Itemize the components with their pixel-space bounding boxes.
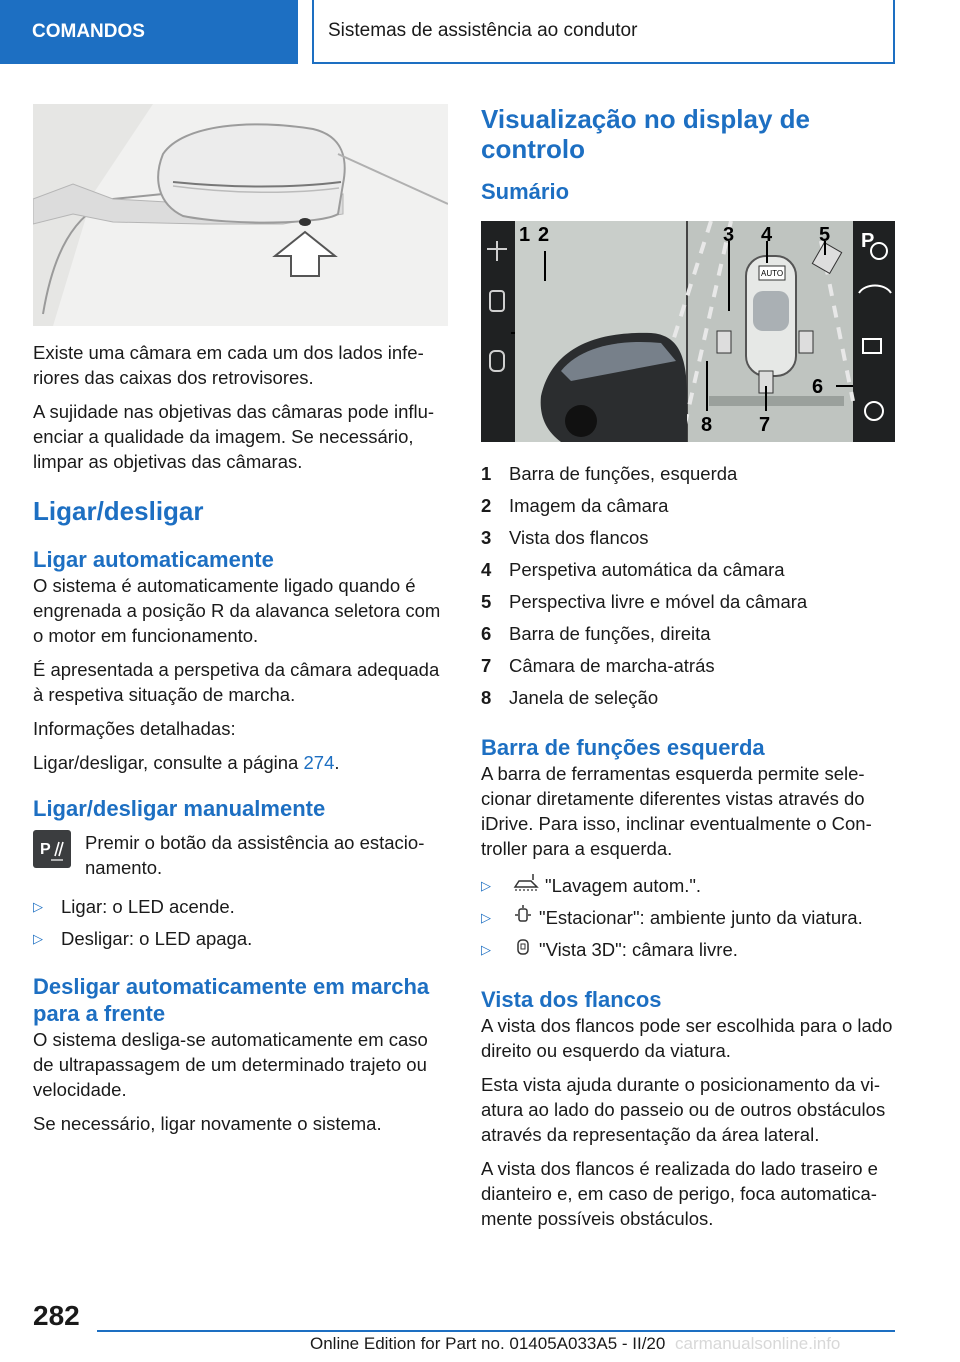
chapter-title: Sistemas de assistência ao condutor xyxy=(312,0,895,64)
list-item: ▷ Desligar: o LED apaga. xyxy=(33,928,253,949)
subheading-left-bar: Barra de funções esquerda xyxy=(481,735,765,760)
figure-label-1: 1 xyxy=(519,224,531,246)
lens-dirt-text: A sujidade nas objetivas das câmaras pode influenciar a qualidade da imagem. Se necessário, limpar as objetivas das câmaras. xyxy=(33,401,435,472)
list-item: 2 Imagem da câmara xyxy=(481,495,669,516)
list-item: 3 Vista dos flancos xyxy=(481,527,649,548)
triangle-bullet-icon: ▷ xyxy=(33,931,43,946)
parking-p-label: P xyxy=(861,230,875,252)
footer-divider xyxy=(97,1330,895,1332)
perspective-text: É apresentada a perspetiva da câmara adequada à respetiva situação de marcha. xyxy=(33,659,440,705)
watermark: carmanualsonline.info xyxy=(675,1334,841,1353)
triangle-bullet-icon: ▷ xyxy=(481,942,491,957)
list-item: ▷ "Lavagem autom.". xyxy=(481,875,702,896)
list-item: 6 Barra de funções, direita xyxy=(481,623,711,644)
section-heading-onoff: Ligar/desligar xyxy=(33,496,204,526)
figure-label-8: 8 xyxy=(701,414,713,436)
legend-list xyxy=(481,458,895,714)
subheading-manual: Ligar/desligar manualmente xyxy=(33,796,326,821)
list-item: ▷ Ligar: o LED acende. xyxy=(33,896,235,917)
section-heading-display: Visualização no display de controlo xyxy=(481,104,810,164)
flank-text-2: Esta vista ajuda durante o posicionamento da viatura ao lado do passeio ou de outros obstáculos através da representação da área lateral. xyxy=(481,1074,886,1145)
list-item: 1 Barra de funções, esquerda xyxy=(481,463,738,484)
svg-text:P: P xyxy=(40,841,51,858)
subheading-flank: Vista dos flancos xyxy=(481,987,662,1012)
flank-text-3: A vista dos flancos é realizada do lado traseiro e dianteiro e, em caso de perigo, foca automaticamente possíveis obstáculos. xyxy=(481,1158,878,1229)
left-column xyxy=(33,104,448,1136)
camera-location-text: Existe uma câmara em cada um dos lados inferiores das caixas dos retrovisores. xyxy=(33,342,424,388)
control-display-figure xyxy=(481,221,895,442)
list-item: 5 Perspectiva livre e móvel da câmara xyxy=(481,591,808,612)
page-number: 282 xyxy=(33,1300,80,1331)
list-item: 4 Perspetiva automática da câmara xyxy=(481,559,785,580)
edition-text: Online Edition for Part no. 01405A033A5 - II/20 xyxy=(310,1334,666,1353)
section-tab: COMANDOS xyxy=(0,0,298,64)
auto-label: AUTO xyxy=(761,269,784,278)
left-bar-text: A barra de ferramentas esquerda permite selecionar diretamente diferentes vistas através do iDrive. Para isso, inclinar eventualmente o Controller para a esquerda. xyxy=(481,763,872,859)
parking-assist-button-icon xyxy=(33,830,71,868)
page-link[interactable]: 274 xyxy=(303,752,335,773)
car-wash-icon xyxy=(513,873,539,893)
triangle-bullet-icon: ▷ xyxy=(481,878,491,893)
triangle-bullet-icon: ▷ xyxy=(33,899,43,914)
list-item: 8 Janela de seleção xyxy=(481,687,659,708)
right-column xyxy=(481,104,895,1231)
subheading-auto-off: Desligar automaticamente em marcha para a frente xyxy=(33,974,430,1026)
figure-label-5: 5 xyxy=(819,224,831,246)
view-3d-icon xyxy=(513,937,533,957)
figure-label-4: 4 xyxy=(761,224,773,246)
figure-label-3: 3 xyxy=(723,224,735,246)
button-instruction xyxy=(33,830,448,880)
mirror-camera-illustration xyxy=(33,104,448,326)
page-reference: Ligar/desligar, consulte a página 274. xyxy=(33,752,340,773)
subheading-auto-on: Ligar automaticamente xyxy=(33,547,274,572)
figure-label-7: 7 xyxy=(759,414,771,436)
flank-text-1: A vista dos flancos pode ser escolhida para o lado direito ou esquerdo da viatura. xyxy=(481,1015,893,1061)
figure-label-2: 2 xyxy=(538,224,550,246)
auto-on-text: O sistema é automaticamente ligado quando é engrenada a posição R da alavanca seletora com o motor em funcionamento. xyxy=(33,575,441,646)
list-item: ▷ "Vista 3D": câmara livre. xyxy=(481,939,738,960)
list-item: 7 Câmara de marcha-atrás xyxy=(481,655,715,676)
parking-surround-icon xyxy=(513,905,533,925)
auto-off-text: O sistema desliga-se automaticamente em caso de ultrapassagem de um determinado trajeto ou velocidade. xyxy=(33,1029,428,1100)
subheading-summary: Sumário xyxy=(481,179,570,204)
button-instruction-text: Premir o botão da assistência ao estacionamento. xyxy=(85,832,425,878)
list-item: ▷ "Estacionar": ambiente junto da viatura. xyxy=(481,907,863,928)
details-label: Informações detalhadas: xyxy=(33,718,236,739)
reactivate-text: Se necessário, ligar novamente o sistema. xyxy=(33,1113,382,1134)
triangle-bullet-icon: ▷ xyxy=(481,910,491,925)
figure-label-6: 6 xyxy=(812,376,824,398)
